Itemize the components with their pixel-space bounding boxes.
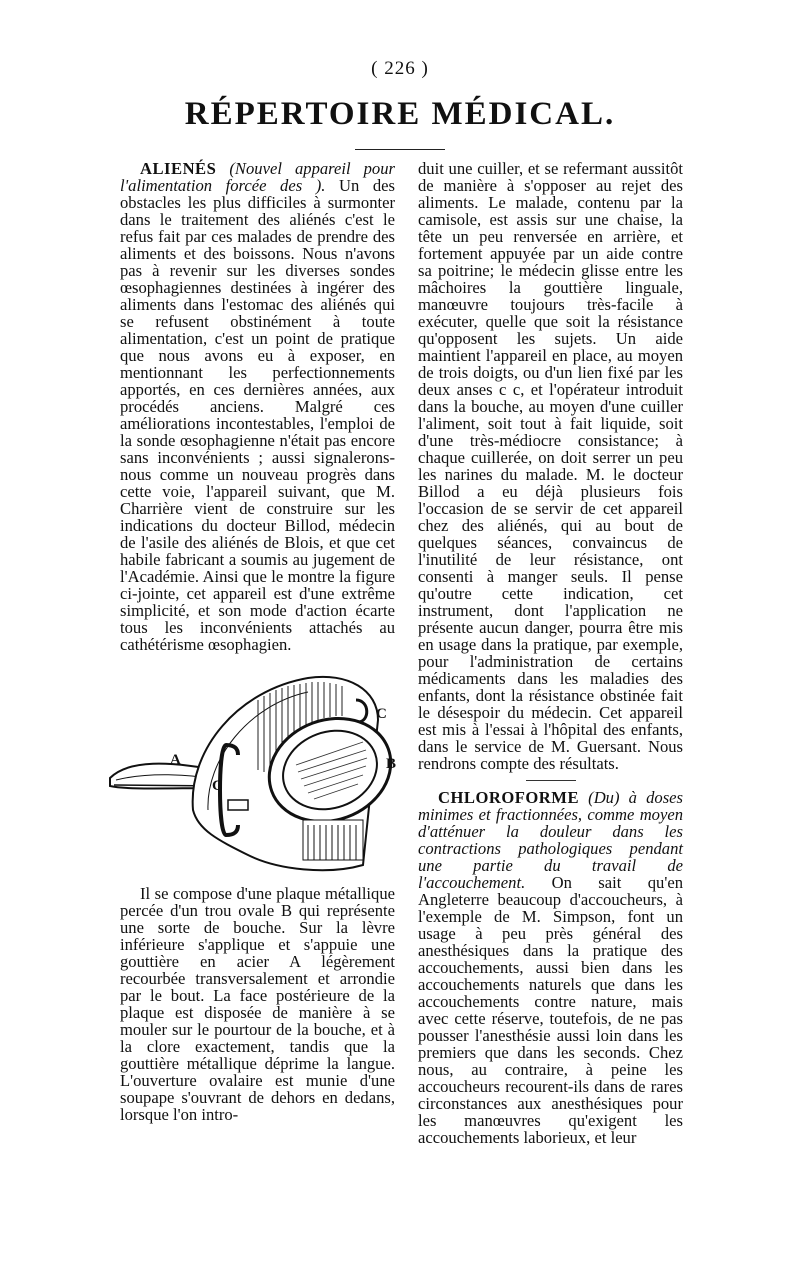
- feeding-apparatus-figure: [108, 660, 413, 880]
- article-chloroforme-body: On sait qu'en Angleterre beaucoup d'accoucheurs, à l'exemple de M. Simpson, font un usage à peu près général des anesthésiques dans la pratique des accouchements, aussi bien dans les accouchements naturels que dans les accouchements contre nature, mais avec cette réserve, toutefois, de ne pas pousser l'anesthésie aussi loin dans les premiers que dans les seconds. Chez nous, au contraire, à peine les accoucheurs recourent-ils dans de rares circonstances aux anesthésiques pour les manœuvres qu'exigent les accouchements laborieux, et leur: [418, 873, 683, 1147]
- article-heading-chloroforme: CHLOROFORME: [438, 788, 580, 807]
- figure-label-c-top: C: [376, 706, 387, 722]
- article-subheading-chloroforme: (Du) à doses minimes et fractionnées, comme moyen d'atténuer la douleur dans les contractions pathologiques pendant une partie du travail de l'accouchement.: [418, 788, 683, 892]
- left-column-bottom: [120, 885, 395, 1123]
- feeding-apparatus-illustration: [108, 660, 413, 880]
- left-column-top: [120, 160, 395, 653]
- article-subheading-alienes: (Nouvel appareil pour l'alimentation forcée des ).: [120, 159, 395, 195]
- article-alienes-paragraph-3: duit une cuiller, et se refermant aussitôt de manière à s'opposer au rejet des aliments. Le malade, contenu par la camisole, est assis sur une chaise, la tête un peu renversée en arrière, et fortement appuyée par un aide contre sa poitrine; le médecin glisse entre les mâchoires la gouttière linguale, manœuvre toujours très-facile à exécuter, quelle que soit la résistance qu'opposent les sujets. Un aide maintient l'appareil en place, au moyen de trois doigts, ou d'un lien fixé par les deux anses c c, et l'opérateur introduit dans la bouche, au moyen d'une cuiller l'aliment, soit tout à fait liquide, soit d'une très-médiocre consistance; à chaque cuillerée, on doit serrer un peu les narines du malade. M. le docteur Billod a eu déjà plusieurs fois l'occasion de se servir de cet appareil chez des aliénés, qui au bout de quelques séances, convaincus de l'inutilité de leur résistance, ont consenti à manger seuls. Il pense qu'outre cette indication, cet instrument, dont l'application ne présente aucun danger, pourra être mis en usage dans la pratique, par exemple, pour l'administration de certains médicaments dans les maladies des enfants, dont la résistance obstinée fait le désespoir du médecin. Cet appareil est mis à l'essai à l'hôpital des enfants, dans le service de M. Guersant. Nous rendrons compte des résultats.: [418, 159, 683, 773]
- title-divider: [355, 149, 445, 150]
- figure-label-b: B: [386, 756, 397, 772]
- article-separator: [526, 780, 576, 781]
- figure-label-a: A: [170, 752, 181, 768]
- article-alienes-body: Un des obstacles les plus difficiles à surmonter dans le traitement des aliénés c'est le refus fait par ces malades de prendre des aliments et des boissons. Nous n'avons pas à revenir sur les diverses sondes œsophagiennes destinées à ingérer des aliments dans l'estomac des aliénés qui se refusent obstinément à toute alimentation, c'est un point de pratique que nous avons eu à exposer, en mentionnant les perfectionnements apportés, en ces dernières années, aux procédés anciens. Malgré ces améliorations incontestables, l'emploi de la sonde œsophagienne n'était pas encore sans inconvénients ; aussi signalerons-nous comme un nouveau progrès dans cette voie, l'appareil suivant, que M. Charrière vient de construire sur les indications du docteur Billod, médecin de l'asile des aliénés de Blois, et que cet habile fabricant a soumis au jugement de l'Académie. Ainsi que le montre la figure ci-jointe, cet appareil est d'une extrême simplicité, et son mode d'action écarte tous les inconvénients attachés au cathétérisme œsophagien.: [120, 176, 395, 654]
- right-column: [418, 160, 683, 1146]
- article-alienes-paragraph-2: Il se compose d'une plaque métallique percée d'un trou ovale B qui représente une sorte de bouche. Sur la lèvre inférieure s'applique et s'appuie une gouttière en acier A légèrement recourbée transversalement et arrondie par le bout. La face postérieure de la plaque est disposée de manière à se mouler sur le pourtour de la bouche, et à la clore exactement, tandis que la gouttière métallique déprime la langue. L'ouverture ovalaire est munie d'une soupape s'ouvrant de dehors en dedans, lorsque l'on intro-: [120, 884, 395, 1124]
- page-title: RÉPERTOIRE MÉDICAL.: [184, 96, 616, 132]
- article-alienes-intro: [120, 160, 395, 653]
- article-chloroforme: [418, 789, 683, 1146]
- page-number: ( 226 ): [371, 58, 429, 79]
- article-heading-alienes: ALIENÉS: [140, 159, 217, 178]
- figure-label-c-left: C: [212, 778, 223, 794]
